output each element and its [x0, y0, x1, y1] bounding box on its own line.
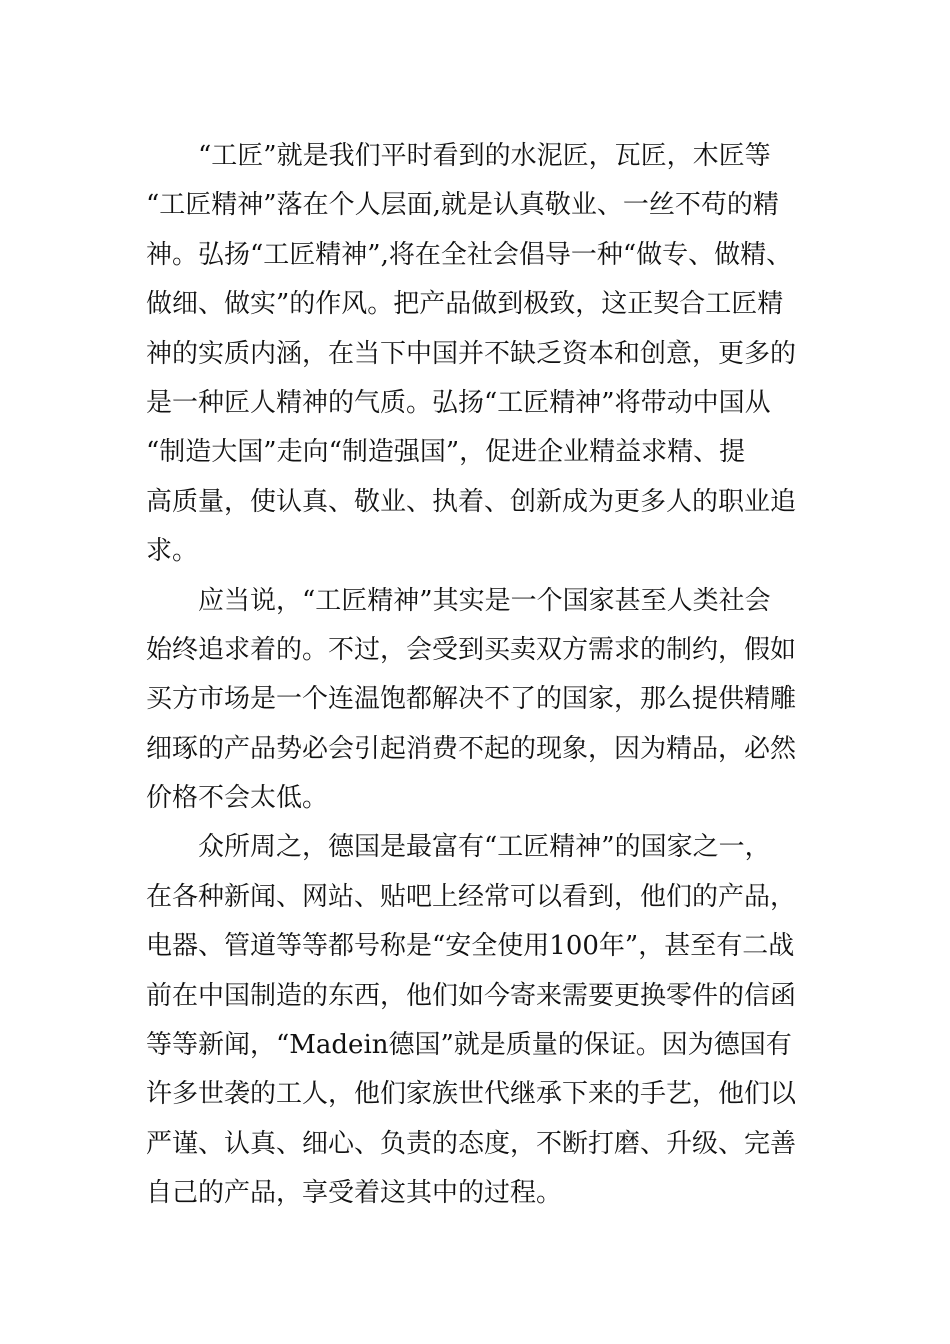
- text-line: 自己的产品，享受着这其中的过程。: [146, 1178, 563, 1209]
- paragraph-1: [146, 132, 846, 577]
- text-line: 电器、管道等等都号称是“安全使用100年”，甚至有二战: [146, 931, 795, 962]
- text-line: 做细、做实”的作风。把产品做到极致，这正契合工匠精: [146, 289, 784, 320]
- text-line: 求。: [146, 536, 199, 567]
- text-line: “制造大国”走向“制造强国”，促进企业精益求精、提: [146, 437, 746, 468]
- body-text: [146, 132, 846, 1219]
- text-line: 神的实质内涵，在当下中国并不缺乏资本和创意，更多的: [146, 338, 797, 369]
- text-line: 众所周之，德国是最富有“工匠精神”的国家之一，: [198, 832, 771, 863]
- text-line: 买方市场是一个连温饱都解决不了的国家，那么提供精雕: [146, 684, 797, 715]
- text-line: 细琢的产品势必会引起消费不起的现象，因为精品，必然: [146, 733, 797, 764]
- text-line: 应当说，“工匠精神”其实是一个国家甚至人类社会: [198, 585, 771, 616]
- text-line: 始终追求着的。不过，会受到买卖双方需求的制约，假如: [146, 634, 797, 665]
- text-line: 等等新闻，“Madein德国”就是质量的保证。因为德国有: [146, 1030, 792, 1061]
- paragraph-2: [146, 577, 846, 824]
- text-line: 前在中国制造的东西，他们如今寄来需要更换零件的信函: [146, 980, 797, 1011]
- text-line: 价格不会太低。: [146, 783, 329, 814]
- paragraph-3: [146, 823, 846, 1218]
- text-line: “工匠精神”落在个人层面,就是认真敬业、一丝不苟的精: [146, 190, 779, 221]
- text-line: “工匠”就是我们平时看到的水泥匠，瓦匠，木匠等: [198, 141, 771, 171]
- text-line: 严谨、认真、细心、负责的态度，不断打磨、升级、完善: [146, 1128, 797, 1159]
- text-line: 神。弘扬“工匠精神”,将在全社会倡导一种“做专、做精、: [146, 239, 793, 270]
- text-line: 许多世袭的工人，他们家族世代继承下来的手艺，他们以: [146, 1079, 797, 1110]
- text-line: 在各种新闻、网站、贴吧上经常可以看到，他们的产品，: [146, 881, 797, 912]
- text-line: 高质量，使认真、敬业、执着、创新成为更多人的职业追: [146, 486, 797, 517]
- text-line: 是一种匠人精神的气质。弘扬“工匠精神”将带动中国从: [146, 387, 771, 418]
